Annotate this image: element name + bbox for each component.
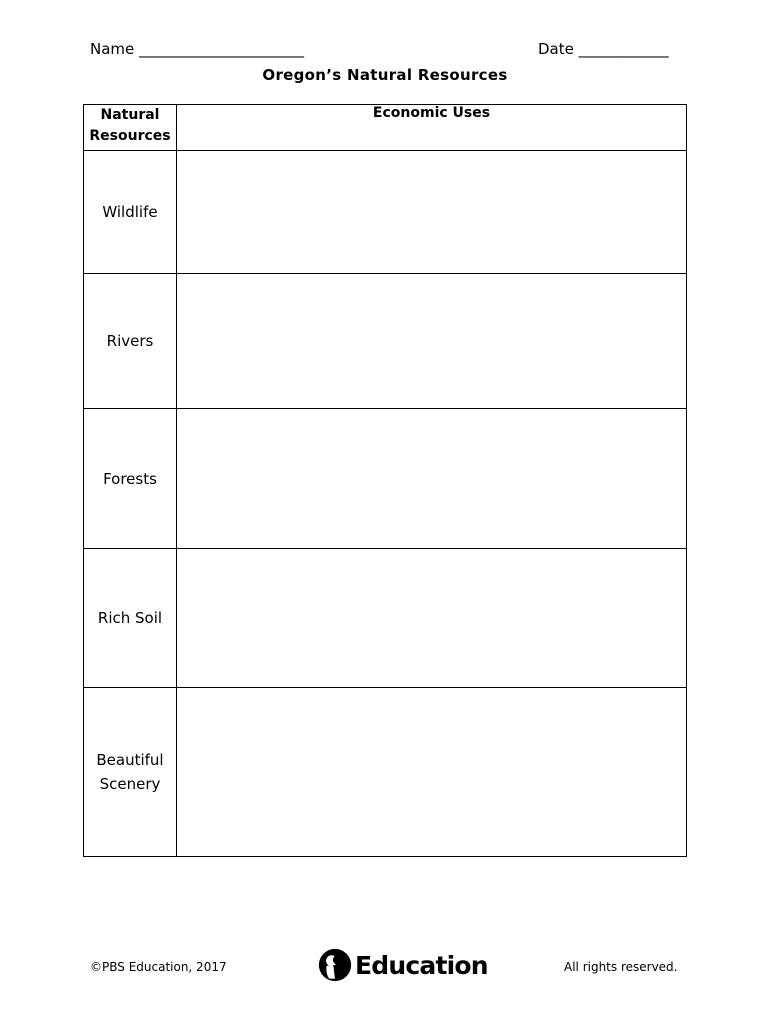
rights-text: All rights reserved. <box>564 960 678 974</box>
resource-cell: Rich Soil <box>84 549 177 688</box>
pbs-education-logo <box>318 947 488 983</box>
economic-uses-answer-cell[interactable] <box>177 688 687 857</box>
table-row <box>84 274 687 409</box>
resource-cell: Rivers <box>84 274 177 409</box>
economic-uses-answer-cell[interactable] <box>177 274 687 409</box>
page-title: Oregon’s Natural Resources <box>262 66 508 84</box>
table-header-row <box>84 105 687 151</box>
table-row <box>84 549 687 688</box>
economic-uses-answer-cell[interactable] <box>177 409 687 549</box>
table-row <box>84 409 687 549</box>
pbs-head-icon <box>318 948 352 982</box>
column-header-economic-uses: Economic Uses <box>177 105 687 151</box>
resource-cell: Forests <box>84 409 177 549</box>
table-row <box>84 688 687 857</box>
resources-table <box>83 104 687 857</box>
resource-cell: Wildlife <box>84 151 177 274</box>
logo-wordmark: Education <box>355 950 488 980</box>
name-field-label: Name ______________________ <box>90 40 305 58</box>
table-row <box>84 151 687 274</box>
column-header-natural-resources: Natural Resources <box>84 105 177 151</box>
economic-uses-answer-cell[interactable] <box>177 549 687 688</box>
economic-uses-answer-cell[interactable] <box>177 151 687 274</box>
date-field-label: Date ____________ <box>538 40 669 58</box>
copyright-text: ©PBS Education, 2017 <box>90 960 227 974</box>
resource-cell: Beautiful Scenery <box>84 688 177 857</box>
